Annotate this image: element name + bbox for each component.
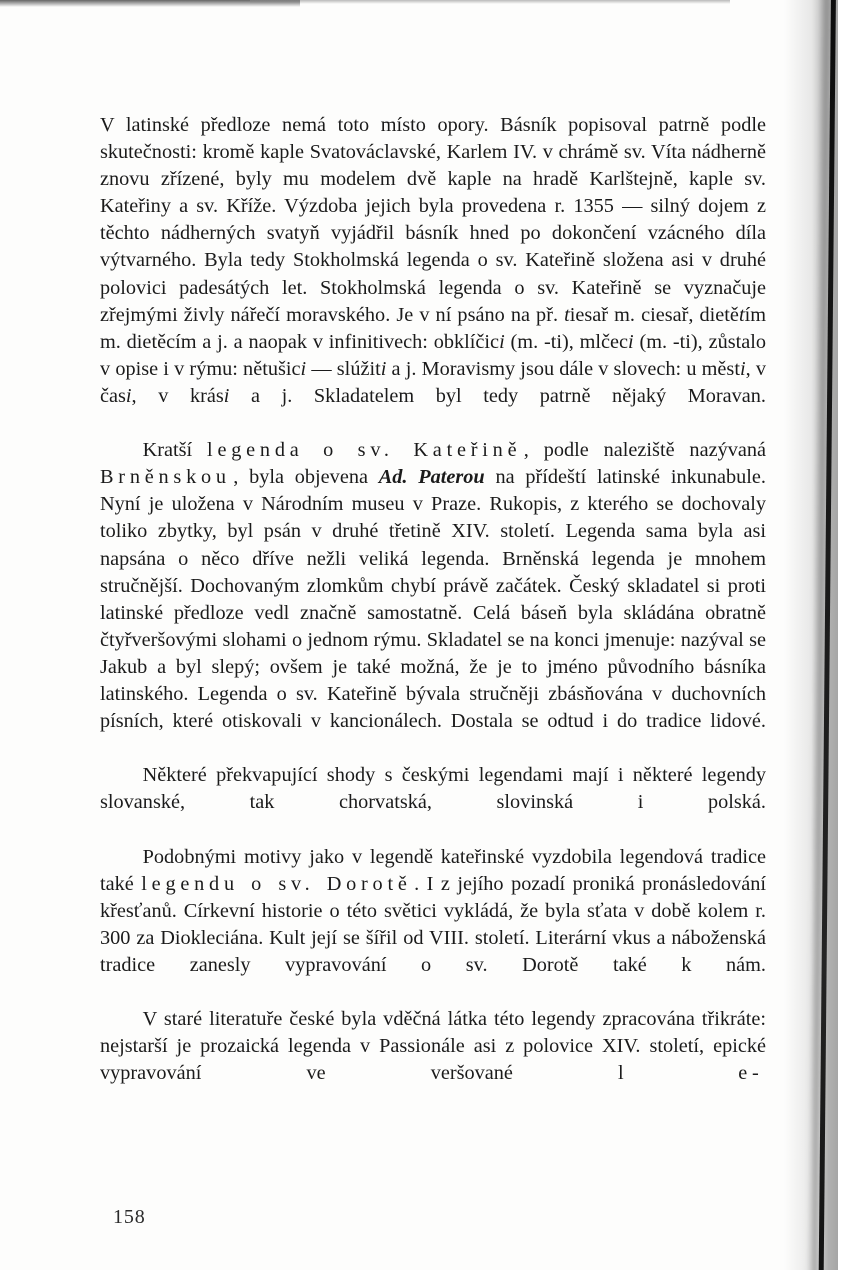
italic-emphasis: i bbox=[739, 357, 746, 380]
text-run: Kratší bbox=[142, 439, 208, 462]
italic-emphasis: t bbox=[738, 303, 745, 326]
letterspaced-emphasis: Brněnskou bbox=[100, 466, 231, 489]
letterspaced-emphasis: legendu o sv. Dorotě bbox=[141, 872, 412, 895]
italic-emphasis: i bbox=[628, 330, 634, 353]
italic-emphasis: i bbox=[125, 384, 132, 407]
italic-emphasis: i bbox=[380, 357, 387, 380]
text-run: a j. Moravismy jsou dále v slovech: u měst bbox=[386, 357, 740, 380]
text-run: Některé překvapující shody s českými legendami mají i některé legendy slovanské, tak chorvatská, slovinská i polská. bbox=[100, 764, 766, 814]
text-run: (m. -ti), mlčec bbox=[504, 330, 629, 353]
text-run: V latinské předloze nemá toto místo opory. Básník popisoval patrně podle skutečnosti: kromě kaple Svatováclavské, Karlem IV. v chrámě sv. Víta nádherně znovu zřízené, byly mu modelem dvě kaple na hradě Karlštejně, kaple sv. Kateřiny a sv. Kříže. Výzdoba jejich byla provedena r. 1355 — silný dojem z těchto nádherných svatyň vyjádřil básník hned po dokončení vzácného díla výtvarného. Byla tedy Stokholmská legenda o sv. Kateřině složena asi v druhé polovici padesátých let. Stokholmská legenda o sv. Kateřině se vyznačuje zřejmými živly nářečí moravského. Je v ní psáno na př. bbox=[100, 114, 766, 326]
text-run: , v krás bbox=[131, 384, 224, 407]
name-emphasis: Ad. Paterou bbox=[378, 466, 485, 489]
text-run: iesař m. ciesař, dietě bbox=[569, 303, 739, 326]
italic-emphasis: i bbox=[499, 330, 505, 353]
letterspaced-emphasis: legenda o sv. Kateřině bbox=[207, 439, 522, 462]
italic-emphasis: i bbox=[300, 357, 307, 380]
page-number: 158 bbox=[113, 1206, 146, 1228]
scan-right-margin-white bbox=[838, 0, 856, 1270]
text-run: Podobnými motivy jako v legendě kateřinské vyzdobila legendová tradice také bbox=[100, 845, 766, 895]
text-run: (m. -ti), zůstalo v opise i v rýmu: nětušic bbox=[100, 330, 767, 380]
text-run: na přídeští latinské inkunabule. Nyní je uložena v Národním museu v Praze. Rukopis, z kterého se dochovaly toliko zbytky, byl psán v druhé třetině XIV. století. Legenda sama byla asi napsána o něco dříve nežli veliká legenda. Brněnská legenda je mnohem stručnější. Dochovaným zlomkům chybí právě začátek. Český skladatel si proti latinské předloze vedl značně samostatně. Celá báseň byla skládána obratně čtyřveršovými slohami o jednom rýmu. Skladatel se na konci jmenuje: nazýval se Jakub a byl slepý; ovšem je také možná, že je to jméno původního básníka latinského. Legenda o sv. Kateřině bývala stručněji zbásňována v duchovních písních, které otiskovali v kancionálech. Dostala se odtud i do tradice lidové. bbox=[100, 466, 767, 733]
text-run: , byla objevena bbox=[233, 466, 379, 489]
italic-emphasis: i bbox=[223, 384, 230, 407]
text-run: — slúžit bbox=[306, 357, 381, 380]
text-run: . I z jejího pozadí proniká pronásledování křesťanů. Církevní historie o této světici vykládá, že byla sťata v době kolem r. 300 za Diokleciána. Kult její se šířil od VIII. století. Literární vkus a náboženská tradice zanesly vypravování o sv. Dorotě také k nám. bbox=[100, 872, 766, 976]
paragraph bbox=[100, 1006, 766, 1114]
paragraph bbox=[100, 112, 766, 437]
letterspaced-emphasis: l e- bbox=[618, 1062, 764, 1085]
text-run: a j. Skladatelem byl tedy patrně nějaký Moravan. bbox=[229, 384, 766, 407]
text-run: ím m. dietěcím a j. a naopak v infinitivech: obklíčic bbox=[100, 303, 766, 353]
text-run: V staré literatuře české byla vděčná látka této legendy zpracována třikráte: nejstarší je prozaická legenda v Passionále asi z polovice XIV. století, epické vypravování ve veršované bbox=[100, 1008, 766, 1085]
paragraph bbox=[100, 844, 766, 1007]
text-run: , podle naleziště nazývaná bbox=[523, 439, 767, 462]
body-text-block bbox=[100, 112, 766, 1114]
text-run: , v čas bbox=[100, 357, 766, 407]
italic-emphasis: t bbox=[564, 303, 570, 326]
paragraph bbox=[100, 762, 766, 843]
scan-top-edge-shadow-secondary bbox=[250, 0, 730, 4]
paragraph bbox=[100, 437, 766, 762]
